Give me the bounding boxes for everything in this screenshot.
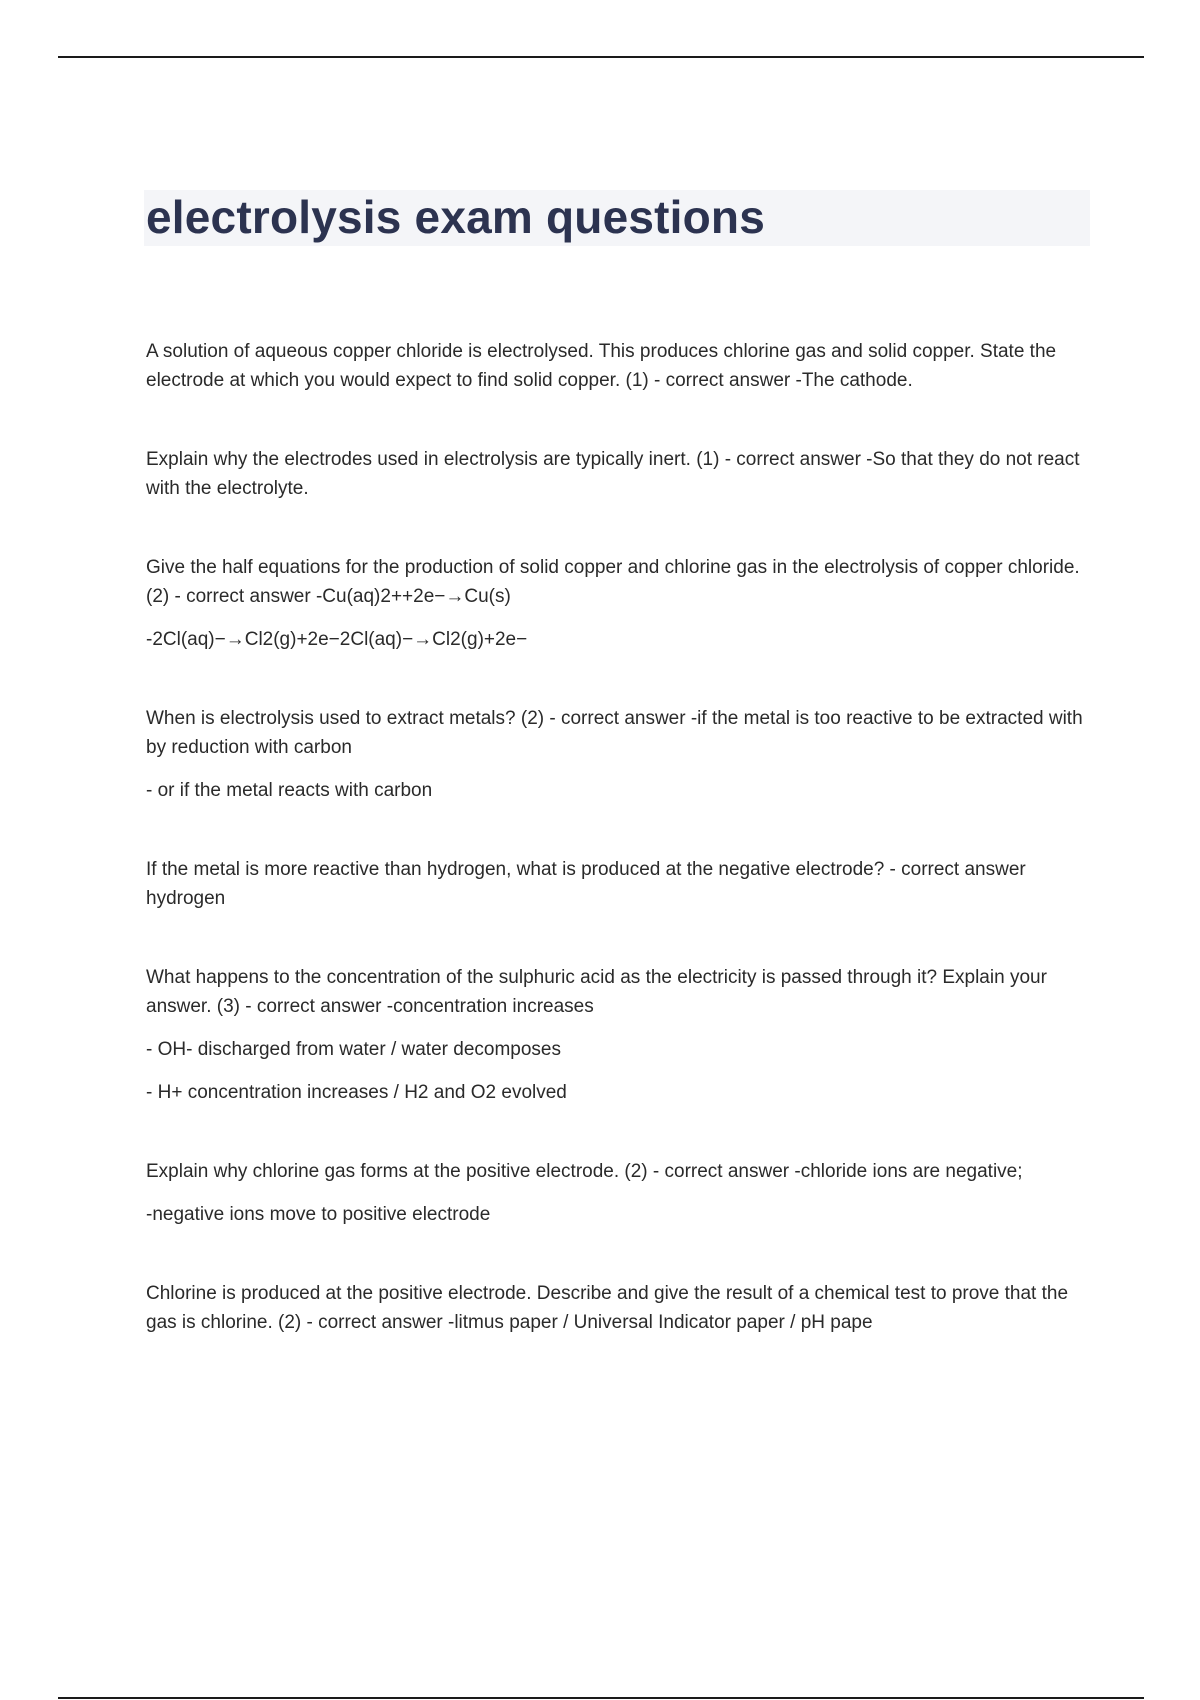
question-block [146, 963, 1096, 1107]
question-block [146, 553, 1096, 654]
question-text: Explain why chlorine gas forms at the positive electrode. (2) - correct answer -chloride ions are negative; [146, 1161, 1023, 1182]
answer-continuation: - or if the metal reacts with carbon [146, 780, 433, 801]
top-rule [58, 56, 1144, 58]
bottom-rule [58, 1697, 1144, 1699]
question-text: A solution of aqueous copper chloride is electrolysed. This produces chlorine gas and solid copper. State the electrode at which you would expect to find solid copper. (1) - correct answer -The cathode. [146, 341, 1057, 391]
question-text: If the metal is more reactive than hydrogen, what is produced at the negative electrode? - correct answer hydrogen [146, 859, 1026, 909]
answer-continuation: - H+ concentration increases / H2 and O2 evolved [146, 1082, 567, 1103]
answer-continuation: -negative ions move to positive electrode [146, 1204, 491, 1225]
question-text: Chlorine is produced at the positive electrode. Describe and give the result of a chemical test to prove that the gas is chlorine. (2) - correct answer -litmus paper / Universal Indicator paper / pH pape [146, 1283, 1069, 1333]
question-text: Explain why the electrodes used in electrolysis are typically inert. (1) - correct answer -So that they do not react with the electrolyte. [146, 449, 1080, 499]
question-block [146, 704, 1096, 805]
question-block [146, 1279, 1096, 1337]
question-block [146, 445, 1096, 503]
document-title: electrolysis exam questions [146, 191, 766, 243]
question-list [146, 337, 1096, 1387]
question-text: When is electrolysis used to extract metals? (2) - correct answer -if the metal is too reactive to be extracted with by reduction with carbon [146, 708, 1083, 758]
question-block [146, 855, 1096, 913]
answer-continuation: - OH- discharged from water / water decomposes [146, 1039, 561, 1060]
question-text: Give the half equations for the production of solid copper and chlorine gas in the electrolysis of copper chloride. (2) - correct answer -Cu(aq)2++2e−→Cu(s) [146, 557, 1080, 607]
question-text: What happens to the concentration of the sulphuric acid as the electricity is passed through it? Explain your answer. (3) - correct answer -concentration increases [146, 967, 1047, 1017]
answer-continuation: -2Cl(aq)−→Cl2(g)+2e−2Cl(aq)−→Cl2(g)+2e− [146, 629, 528, 650]
question-block [146, 1157, 1096, 1229]
question-block [146, 337, 1096, 395]
